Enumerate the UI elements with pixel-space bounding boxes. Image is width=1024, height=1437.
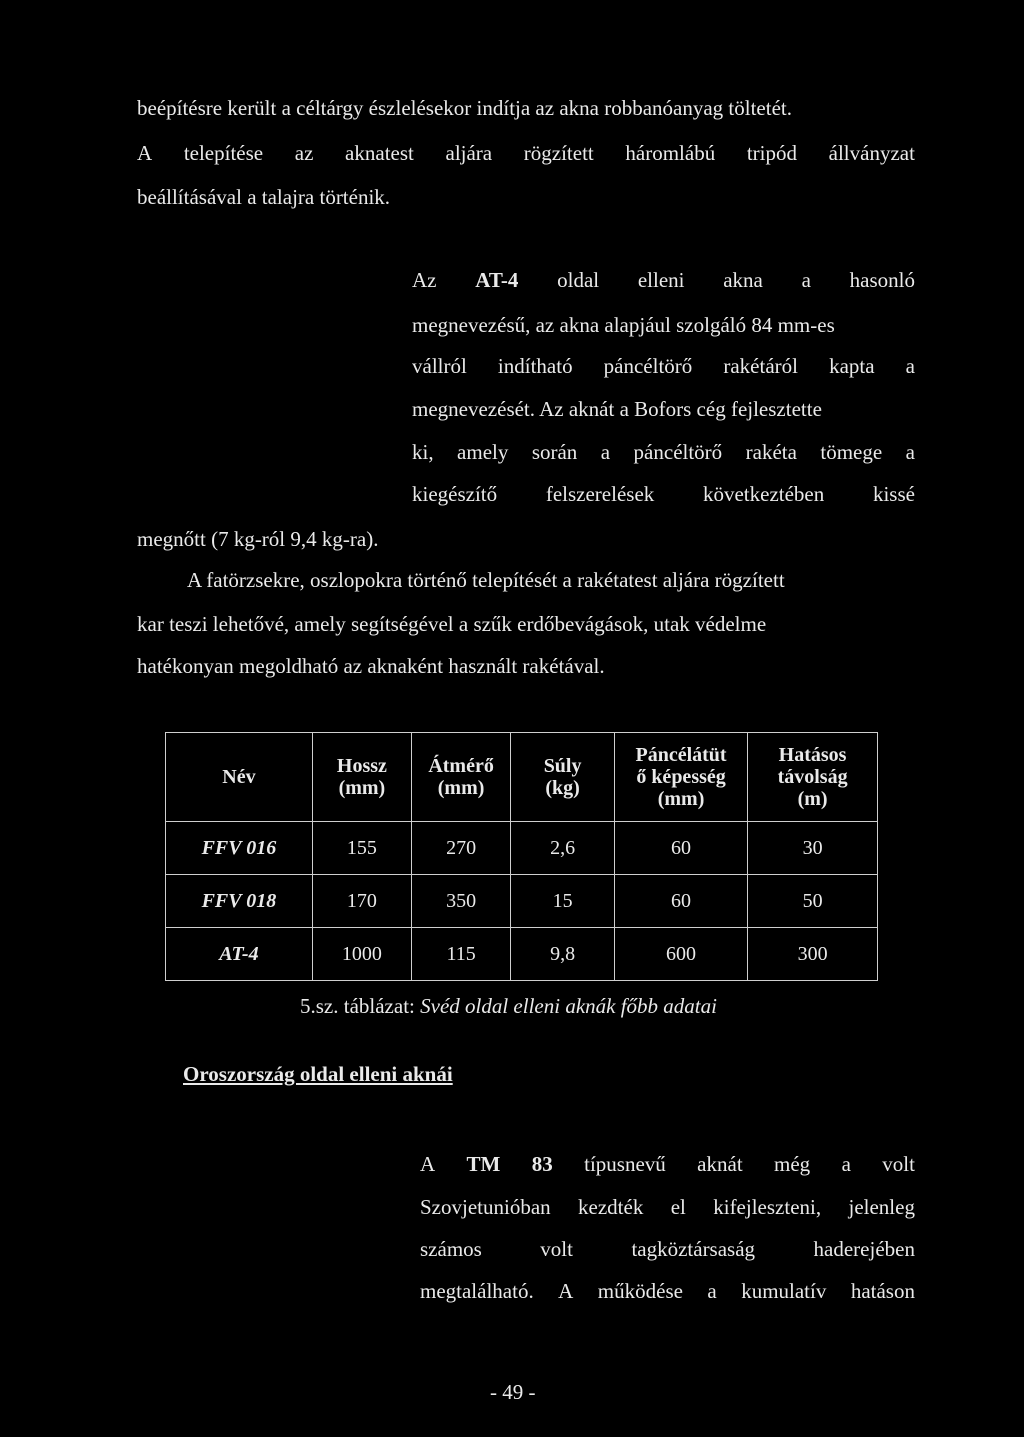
word-bold: TM: [466, 1152, 501, 1176]
word: vállról: [412, 354, 467, 378]
word: aknatest: [345, 141, 414, 165]
table-row: [166, 822, 878, 875]
header-hossz: Hossz (mm): [312, 733, 411, 822]
word: az: [294, 141, 314, 165]
page-number: - 49 -: [490, 1380, 536, 1404]
word: oldal: [557, 268, 600, 292]
para2-line5: [412, 440, 915, 464]
para2-line7: megnőtt (7 kg-ról 9,4 kg-ra).: [137, 527, 379, 551]
word: hatáson: [850, 1279, 915, 1303]
word: aljára: [445, 141, 493, 165]
cell: 350: [411, 875, 510, 928]
word: A: [137, 141, 153, 165]
word: felszerelések: [545, 482, 655, 506]
cell: 60: [614, 875, 747, 928]
section-heading: Oroszország oldal elleni aknái: [183, 1062, 453, 1086]
para2-line6: [412, 482, 915, 506]
word: típusnevű: [584, 1152, 666, 1176]
cell: 9,8: [511, 928, 615, 981]
para1-line3: beállításával a talajra történik.: [137, 185, 391, 209]
word: rakéta: [745, 440, 797, 464]
word: aknát: [697, 1152, 743, 1176]
cell: 155: [312, 822, 411, 875]
para4-line1: [420, 1152, 915, 1176]
header-atmero: Átmérő (mm): [411, 733, 510, 822]
word: a: [600, 440, 611, 464]
word: volt: [540, 1237, 573, 1261]
word: háromlábú: [625, 141, 716, 165]
cell-name: FFV 018: [166, 875, 313, 928]
cell-name: FFV 016: [166, 822, 313, 875]
header-suly: Súly (kg): [511, 733, 615, 822]
para1-line2: [137, 141, 915, 165]
caption-prefix: 5.sz. táblázat:: [300, 994, 421, 1018]
cell: 270: [411, 822, 510, 875]
para4-line3: [420, 1237, 915, 1261]
word: kifejleszteni,: [713, 1195, 822, 1219]
word: jelenleg: [848, 1195, 915, 1219]
word: megtalálható.: [420, 1279, 534, 1303]
word: rögzített: [523, 141, 594, 165]
cell: 50: [748, 875, 878, 928]
para2-line1: [412, 268, 915, 292]
cell: 600: [614, 928, 747, 981]
para4-line4: [420, 1279, 915, 1303]
word: indítható: [497, 354, 573, 378]
word: kezdték: [578, 1195, 644, 1219]
word: kissé: [872, 482, 915, 506]
word: során: [531, 440, 578, 464]
word: A: [558, 1279, 574, 1303]
word-bold: 83: [531, 1152, 553, 1176]
header-nev: Név: [166, 733, 313, 822]
word: tagköztársaság: [631, 1237, 756, 1261]
word: volt: [882, 1152, 915, 1176]
word: kiegészítő: [412, 482, 498, 506]
word: hasonló: [849, 268, 915, 292]
word: állványzat: [828, 141, 915, 165]
para2-line2: megnevezésű, az akna alapjául szolgáló 84 mm-es: [412, 313, 835, 337]
word: telepítése: [183, 141, 264, 165]
word: el: [670, 1195, 686, 1219]
para3-line3: hatékonyan megoldható az aknaként használt rakétával.: [137, 654, 605, 678]
cell: 1000: [312, 928, 411, 981]
word: a: [801, 268, 811, 292]
word: a: [841, 1152, 851, 1176]
word: működése: [597, 1279, 683, 1303]
word: A: [420, 1152, 436, 1176]
word: a: [905, 440, 915, 464]
word: kapta: [829, 354, 875, 378]
para2-line3: [412, 354, 915, 378]
word: tömege: [820, 440, 883, 464]
header-pancelatuto: Páncélátüt ő képesség (mm): [614, 733, 747, 822]
word: haderejében: [813, 1237, 915, 1261]
table-row: [166, 875, 878, 928]
cell-name: AT-4: [166, 928, 313, 981]
para3-line1: A fatörzsekre, oszlopokra történő telepítését a rakétatest aljára rögzített: [187, 568, 785, 592]
para2-line4: megnevezését. Az aknát a Bofors cég fejlesztette: [412, 397, 822, 421]
word: páncéltörő: [633, 440, 723, 464]
word: tripód: [746, 141, 798, 165]
word: Az: [412, 268, 437, 292]
word: még: [774, 1152, 811, 1176]
cell: 60: [614, 822, 747, 875]
word: Szovjetunióban: [420, 1195, 551, 1219]
word: elleni: [637, 268, 685, 292]
cell: 15: [511, 875, 615, 928]
word: ki,: [412, 440, 434, 464]
word-bold: AT-4: [475, 268, 519, 292]
word: páncéltörő: [603, 354, 693, 378]
word: a: [707, 1279, 717, 1303]
cell: 2,6: [511, 822, 615, 875]
word: akna: [723, 268, 763, 292]
para3-line2: kar teszi lehetővé, amely segítségével a szűk erdőbevágások, utak védelme: [137, 612, 767, 636]
word: következtében: [702, 482, 825, 506]
para4-line2: [420, 1195, 915, 1219]
table-caption: [300, 994, 717, 1018]
word: a: [905, 354, 915, 378]
word: számos: [420, 1237, 482, 1261]
cell: 30: [748, 822, 878, 875]
cell: 300: [748, 928, 878, 981]
word: amely: [457, 440, 509, 464]
table-row: [166, 928, 878, 981]
word: rakétáról: [723, 354, 798, 378]
cell: 115: [411, 928, 510, 981]
mine-data-table: [165, 732, 878, 981]
word: kumulatív: [741, 1279, 827, 1303]
header-hatasos: Hatásos távolság (m): [748, 733, 878, 822]
table-header-row: [166, 733, 878, 822]
caption-title: Svéd oldal elleni aknák főbb adatai: [420, 994, 717, 1018]
cell: 170: [312, 875, 411, 928]
para1-line1: beépítésre került a céltárgy észlelésekor indítja az akna robbanóanyag töltetét.: [137, 96, 792, 120]
